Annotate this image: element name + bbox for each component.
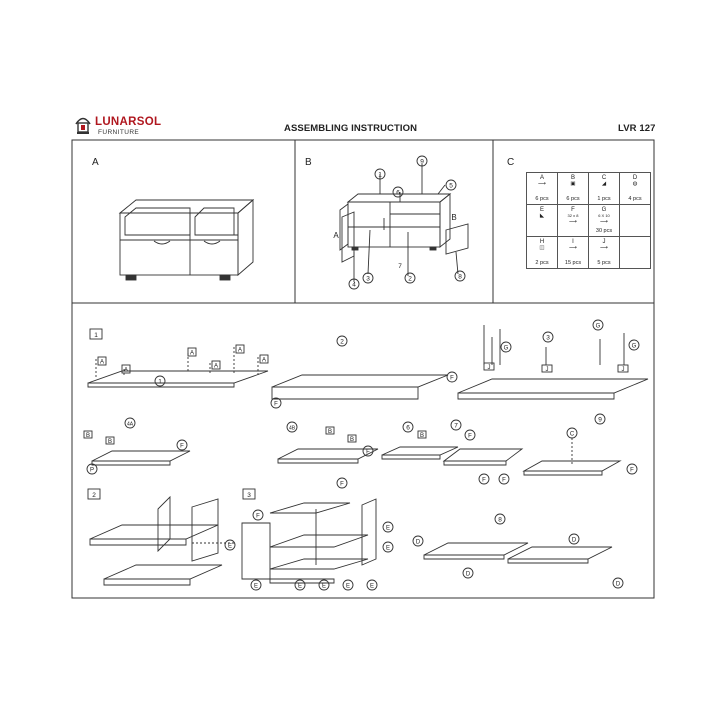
part-letter: H <box>539 239 545 245</box>
part-cell-empty <box>620 237 651 269</box>
part-tag-a: A <box>261 357 267 364</box>
board-9-callout: 9 <box>598 416 602 424</box>
part-count: 1 pcs <box>597 196 611 202</box>
part-cell <box>527 237 558 269</box>
callout-b-5: 5 <box>449 182 453 190</box>
brand-name: LUNARSOL <box>95 116 162 128</box>
callout-b-7: 7 <box>398 263 402 270</box>
callout-b-6: 6 <box>396 189 400 197</box>
callout-b-4: 4 <box>352 281 356 289</box>
part-tag-e: E <box>385 525 391 532</box>
part-count: 2 pcs <box>535 260 549 266</box>
step-3-label: 3 <box>247 492 251 499</box>
board-4b-callout: 4B <box>288 425 296 432</box>
parts-table <box>526 172 651 269</box>
part-tag-e: E <box>227 543 233 550</box>
part-tag-d: D <box>571 537 577 544</box>
side-a-label: A <box>333 231 339 240</box>
part-tag-f: F <box>468 433 472 440</box>
part-cell <box>527 205 558 237</box>
foot-icon: ◍ <box>632 181 638 187</box>
callout-b-9: 9 <box>420 158 424 166</box>
part-tag-b: B <box>327 429 333 435</box>
part-spec: 32 x 8 <box>567 213 579 218</box>
callout-b-8: 8 <box>458 273 462 281</box>
part-cell <box>558 205 589 237</box>
part-tag-b: B <box>349 437 355 443</box>
part-tag-d: D <box>615 581 621 588</box>
screw-icon: ⟶ <box>538 181 546 187</box>
part-tag-f: F <box>256 513 260 520</box>
part-tag-f: F <box>502 477 506 484</box>
lantern-icon <box>74 115 92 135</box>
callout-b-2: 2 <box>408 275 412 283</box>
wood-screw-icon: ⟶ <box>600 245 608 251</box>
part-letter: J <box>602 239 606 245</box>
brand-logo <box>74 112 174 138</box>
part-tag-j: J <box>621 367 625 373</box>
part-letter: I <box>572 239 574 245</box>
part-tag-e: E <box>385 545 391 552</box>
panel-c-label: C <box>507 157 515 168</box>
part-tag-j: J <box>487 365 491 371</box>
part-tag-g: G <box>595 323 601 330</box>
part-letter: G <box>601 207 607 213</box>
part-count: 6 pcs <box>566 196 580 202</box>
board-2-callout: 2 <box>340 338 344 346</box>
board-8-callout: 8 <box>498 516 502 524</box>
brand-subtitle: FURNITURE <box>98 129 140 136</box>
part-count: 6 pcs <box>535 196 549 202</box>
board-3-callout: 3 <box>546 334 550 342</box>
part-letter: E <box>539 207 544 213</box>
part-tag-f: F <box>180 443 184 450</box>
part-tag-j: J <box>545 367 549 373</box>
board-6-callout: 6 <box>406 424 410 432</box>
cam-bolt-icon: ⟶ <box>600 219 608 225</box>
part-letter: F <box>571 207 575 213</box>
part-cell <box>589 205 620 237</box>
part-tag-e: E <box>321 583 327 590</box>
part-cell <box>558 173 589 205</box>
part-letter: A <box>539 175 544 181</box>
part-cell <box>620 173 651 205</box>
part-tag-e: E <box>369 583 375 590</box>
part-tag-d: D <box>415 539 421 546</box>
part-tag-e: E <box>253 583 259 590</box>
part-cell <box>589 237 620 269</box>
dowel-icon: ⟶ <box>569 219 577 225</box>
part-tag-p: P <box>89 467 95 474</box>
hinge-plate-icon: ◫ <box>539 245 545 251</box>
part-tag-f: F <box>274 401 278 408</box>
part-tag-b: B <box>107 439 113 445</box>
part-tag-a: A <box>189 350 195 357</box>
part-tag-d: D <box>465 571 471 578</box>
assembled-cabinet-illustration <box>110 195 260 290</box>
document-title: ASSEMBLING INSTRUCTION <box>284 123 418 134</box>
part-tag-e: E <box>297 583 303 590</box>
hinge-icon: ◣ <box>539 213 545 219</box>
part-cell-empty <box>620 205 651 237</box>
cam-lock-icon: ▣ <box>570 181 576 187</box>
model-number: LVR 127 <box>618 123 656 134</box>
part-tag-b: B <box>85 433 91 439</box>
part-tag-f: F <box>340 481 344 488</box>
part-tag-c: C <box>569 431 575 438</box>
callout-b-1: 1 <box>378 171 382 179</box>
board-7-callout: 7 <box>454 422 458 430</box>
callout-b-3: 3 <box>366 275 370 283</box>
part-letter: B <box>570 175 575 181</box>
part-tag-g: G <box>631 343 637 350</box>
part-tag-f: F <box>450 375 454 382</box>
part-tag-a: A <box>213 363 219 370</box>
panel-a-label: A <box>92 157 99 168</box>
part-tag-e: E <box>345 583 351 590</box>
part-tag-f: F <box>482 477 486 484</box>
step-1-label: 1 <box>94 332 98 339</box>
part-tag-b: B <box>419 433 425 439</box>
bracket-icon: ◢ <box>601 181 607 187</box>
part-cell <box>589 173 620 205</box>
part-letter: C <box>601 175 607 181</box>
step-2-label: 2 <box>92 492 96 499</box>
board-4a-callout: 4A <box>126 421 134 428</box>
part-tag-a: A <box>237 347 243 354</box>
part-cell <box>558 237 589 269</box>
board-1-callout: 1 <box>158 378 162 386</box>
panel-b-label: B <box>305 157 312 168</box>
part-tag-f: F <box>366 449 370 456</box>
part-tag-a: A <box>123 367 129 374</box>
part-spec: 6 X 10 <box>598 213 610 218</box>
assembly-steps-illustration <box>72 303 654 598</box>
part-count: 5 pcs <box>597 260 611 266</box>
part-letter: D <box>632 175 638 181</box>
part-cell <box>527 173 558 205</box>
side-b-label: B <box>451 213 457 222</box>
exploded-cabinet-illustration <box>330 152 480 292</box>
small-screw-icon: ⟶ <box>569 245 577 251</box>
part-count: 30 pcs <box>595 228 613 234</box>
part-count: 15 pcs <box>564 260 582 266</box>
part-tag-f: F <box>630 467 634 474</box>
part-tag-g: G <box>503 345 509 352</box>
part-tag-a: A <box>99 359 105 366</box>
part-count: 4 pcs <box>628 196 642 202</box>
